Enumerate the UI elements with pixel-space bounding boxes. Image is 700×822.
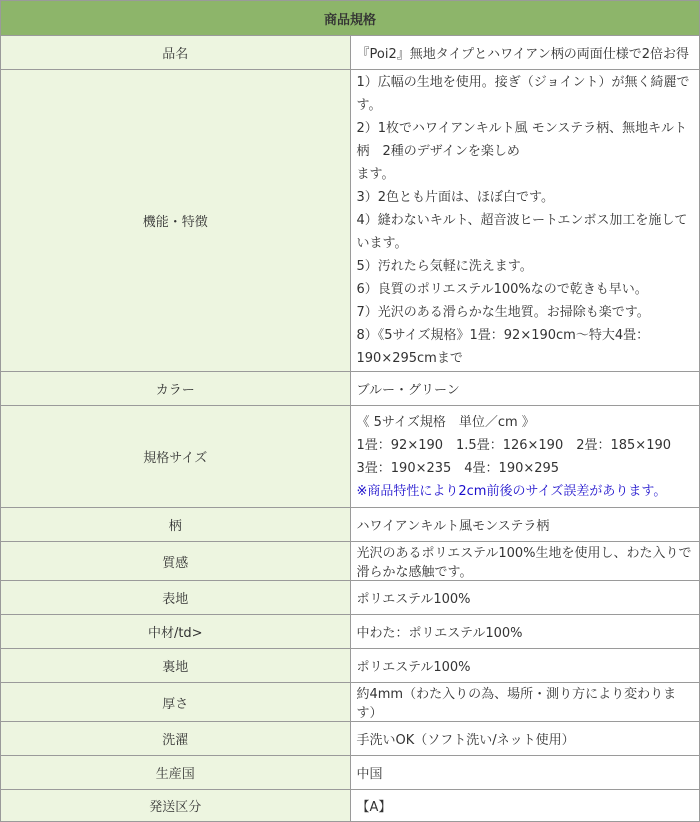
row-value-filling: 中わた：ポリエステル100% — [350, 615, 700, 649]
table-row — [1, 36, 700, 70]
size-line: 1畳：92×190 1.5畳：126×190 2畳：185×190 — [356, 437, 672, 453]
size-line: 3畳：190×235 4畳：190×295 — [356, 460, 560, 476]
row-value-thickness: 約4mm（わた入りの為、場所・測り方により変わります） — [350, 683, 700, 722]
row-value-surface: ポリエステル100% — [350, 581, 700, 615]
feature-line: 4）縫わないキルト、超音波ヒートエンボス加工を施しています。 — [356, 213, 688, 251]
row-label-shipping: 発送区分 — [1, 790, 351, 822]
row-value-texture: 光沢のあるポリエステル100%生地を使用し、わた入りで滑らかな感触です。 — [350, 542, 700, 581]
size-error-note: ※商品特性により2cm前後のサイズ誤差があります。 — [356, 483, 667, 499]
row-value-shipping: 【A】 — [350, 790, 700, 822]
row-label-texture: 質感 — [1, 542, 351, 581]
row-value-washing: 手洗いOK（ソフト洗い/ネット使用） — [350, 722, 700, 756]
table-row — [1, 722, 700, 756]
table-row — [1, 508, 700, 542]
row-label-features: 機能・特徴 — [1, 70, 351, 372]
table-row — [1, 790, 700, 822]
row-value-size — [350, 406, 700, 508]
feature-line: 2）1枚でハワイアンキルト風 モンステラ柄、無地キルト柄 2種のデザインを楽しめ — [356, 121, 687, 159]
feature-line: 3）2色とも片面は、ほぼ白です。 — [356, 190, 555, 205]
table-row — [1, 542, 700, 581]
feature-line: 1）広幅の生地を使用。接ぎ（ジョイント）が無く綺麗です。 — [356, 75, 690, 113]
row-value-name: 『Poi2』無地タイプとハワイアン柄の両面仕様で2倍お得 — [350, 36, 700, 70]
table-row — [1, 372, 700, 406]
row-value-backing: ポリエステル100% — [350, 649, 700, 683]
feature-line: 8）《5サイズ規格》1畳：92×190cm～特大4畳：190×295cmまで — [356, 328, 650, 366]
size-line: 《 5サイズ規格 単位／cm 》 — [356, 414, 535, 430]
table-header-row — [1, 1, 700, 36]
feature-line: 5）汚れたら気軽に洗えます。 — [356, 259, 533, 274]
row-label-backing: 裏地 — [1, 649, 351, 683]
row-label-thickness: 厚さ — [1, 683, 351, 722]
feature-line: 6）良質のポリエステル100%なので乾きも早い。 — [356, 282, 648, 297]
feature-line: 7）光沢のある滑らかな生地質。お掃除も楽です。 — [356, 305, 650, 320]
feature-line: ます。 — [356, 167, 395, 182]
row-value-origin: 中国 — [350, 756, 700, 790]
row-label-pattern: 柄 — [1, 508, 351, 542]
row-value-features — [350, 70, 700, 372]
row-value-pattern: ハワイアンキルト風モンステラ柄 — [350, 508, 700, 542]
table-row — [1, 615, 700, 649]
row-value-color: ブルー・グリーン — [350, 372, 700, 406]
table-row — [1, 649, 700, 683]
row-label-surface: 表地 — [1, 581, 351, 615]
row-label-filling: 中材/td> — [1, 615, 351, 649]
table-row — [1, 683, 700, 722]
table-row — [1, 406, 700, 508]
row-label-size: 規格サイズ — [1, 406, 351, 508]
table-row — [1, 756, 700, 790]
table-title: 商品規格 — [1, 1, 700, 36]
table-row — [1, 581, 700, 615]
row-label-color: カラー — [1, 372, 351, 406]
table-row — [1, 70, 700, 372]
row-label-origin: 生産国 — [1, 756, 351, 790]
row-label-name: 品名 — [1, 36, 351, 70]
row-label-washing: 洗濯 — [1, 722, 351, 756]
